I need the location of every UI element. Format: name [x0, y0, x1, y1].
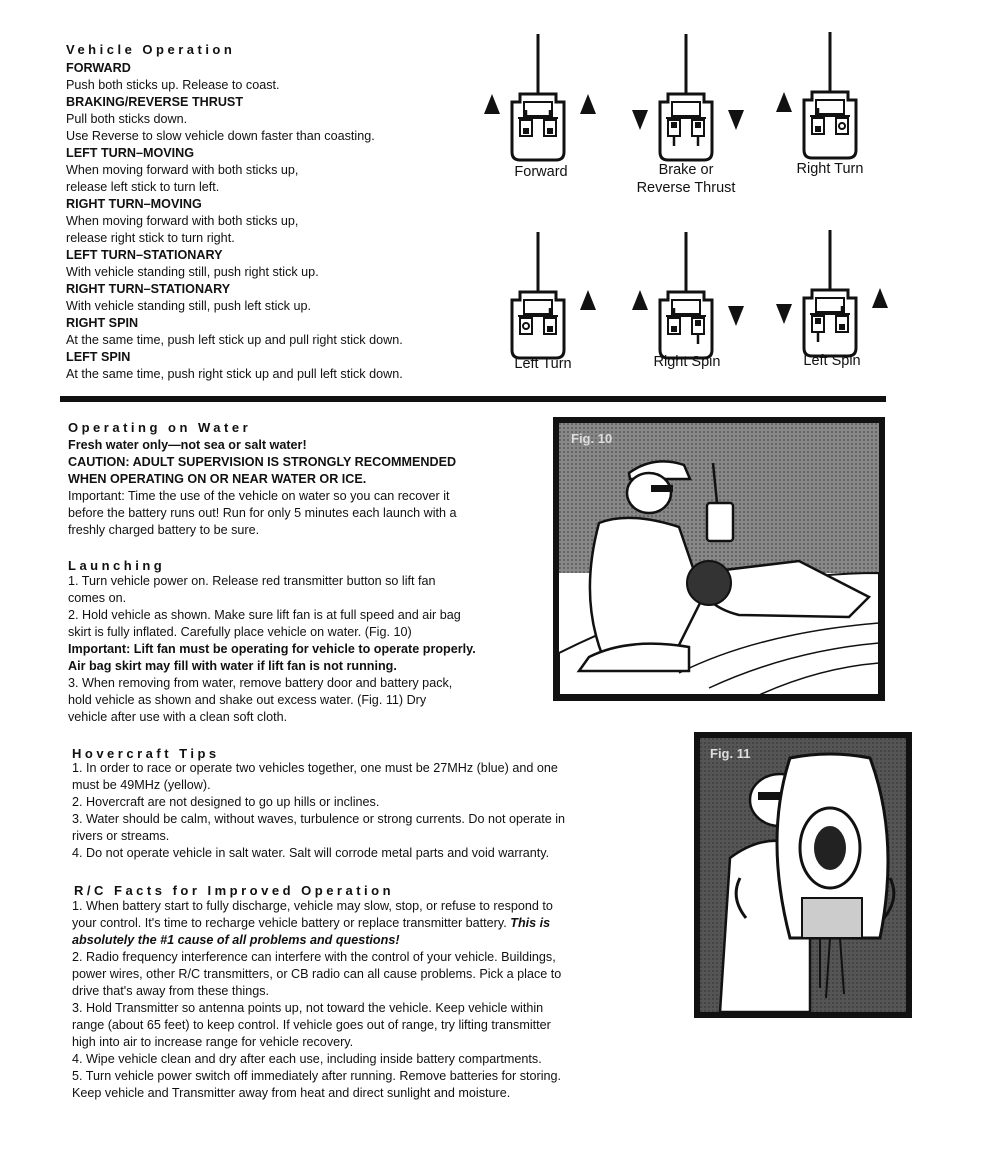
text-line: range (about 65 feet) to keep control. If vehicle goes out of range, try lifting transmitter	[72, 1018, 551, 1032]
text-line: your control. It's time to recharge vehicle battery or replace transmitter battery. This is	[72, 916, 551, 930]
text-line: RIGHT TURN–STATIONARY	[66, 282, 231, 296]
vehicle-operation-heading: Vehicle Operation	[66, 42, 236, 57]
figure-10-label: Fig. 10	[571, 431, 613, 446]
rc-facts-text	[72, 898, 561, 1102]
diagram-right-spin	[660, 232, 712, 358]
text-line: Air bag skirt may fill with water if lift fan is not running.	[68, 659, 397, 673]
text-line: 1. In order to race or operate two vehicles together, one must be 27MHz (blue) and one	[72, 761, 558, 775]
arrow-up-icon	[776, 92, 792, 112]
arrow-down-icon	[728, 110, 744, 130]
figure-11-label: Fig. 11	[710, 746, 751, 761]
text-line: Fresh water only—not sea or salt water!	[68, 438, 307, 452]
caption-right-spin: Right Spin	[653, 354, 721, 370]
text-line: Important: Time the use of the vehicle on water so you can recover it	[68, 489, 450, 503]
arrow-down-icon	[632, 110, 648, 130]
arrow-up-icon	[484, 94, 500, 114]
text-line: 3. When removing from water, remove battery door and battery pack,	[68, 676, 453, 690]
text-line: LEFT TURN–MOVING	[66, 146, 195, 160]
text-line: LEFT TURN–STATIONARY	[66, 248, 223, 262]
text-line: At the same time, push right stick up and pull left stick down.	[66, 367, 403, 381]
text-line: With vehicle standing still, push right stick up.	[66, 265, 319, 279]
diagram-forward	[512, 34, 564, 160]
rc-facts-heading: R/C Facts for Improved Operation	[74, 883, 395, 898]
text-line: high into air to increase range for vehicle recovery.	[72, 1035, 354, 1049]
text-line: Keep vehicle and Transmitter away from heat and direct sunlight and moisture.	[72, 1086, 511, 1100]
text-line: release left stick to turn left.	[66, 180, 220, 194]
operating-on-water-heading: Operating on Water	[68, 420, 252, 435]
caption-brake-line2: Reverse Thrust	[636, 180, 736, 196]
text-line: freshly charged battery to be sure.	[68, 523, 260, 537]
caption-left-turn: Left Turn	[514, 356, 572, 372]
text-line: When moving forward with both sticks up,	[66, 163, 299, 177]
hovercraft-tips-heading: Hovercraft Tips	[72, 746, 220, 761]
text-line: FORWARD	[66, 61, 131, 75]
text-line: 3. Water should be calm, without waves, turbulence or strong currents. Do not operate in	[72, 812, 566, 826]
diagram-right-turn	[804, 32, 856, 158]
text-line: vehicle after use with a clean soft cloth.	[68, 710, 288, 724]
text-line: Use Reverse to slow vehicle down faster than coasting.	[66, 129, 375, 143]
text-line: release right stick to turn right.	[66, 231, 235, 245]
hovercraft-tips-text	[72, 760, 565, 862]
arrow-up-icon	[632, 290, 648, 310]
text-line: 1. When battery start to fully discharge, vehicle may slow, stop, or refuse to respond to	[72, 899, 553, 913]
caption-left-spin: Left Spin	[803, 353, 861, 369]
text-line: WHEN OPERATING ON OR NEAR WATER OR ICE.	[68, 472, 367, 486]
text-line: 1. Turn vehicle power on. Release red transmitter button so lift fan	[68, 574, 436, 588]
figure-11-photo	[694, 732, 912, 1018]
text-line: power wires, other R/C transmitters, or CB radio can all cause problems. Pick a place to	[72, 967, 562, 981]
text-line: hold vehicle as shown and shake out excess water. (Fig. 11) Dry	[68, 693, 427, 707]
arrow-up-icon	[580, 94, 596, 114]
transmitter-diagrams	[470, 20, 910, 390]
operating-on-water-text	[68, 437, 457, 539]
text-line: At the same time, push left stick up and pull right stick down.	[66, 333, 403, 347]
text-line: 5. Turn vehicle power switch off immediately after running. Remove batteries for storing.	[72, 1069, 562, 1083]
text-line: BRAKING/REVERSE THRUST	[66, 95, 244, 109]
text-line: before the battery runs out! Run for only 5 minutes each launch with a	[68, 506, 457, 520]
text-line: absolutely the #1 cause of all problems and questions!	[72, 933, 400, 947]
diagram-left-spin	[804, 230, 856, 356]
arrow-up-icon	[872, 288, 888, 308]
text-line: must be 49MHz (yellow).	[72, 778, 211, 792]
text-line: 4. Wipe vehicle clean and dry after each use, including inside battery compartments.	[72, 1052, 542, 1066]
text-line: comes on.	[68, 591, 127, 605]
text-line: 2. Hold vehicle as shown. Make sure lift fan is at full speed and air bag	[68, 608, 461, 622]
vehicle-operation-text	[66, 60, 403, 383]
text-line: When moving forward with both sticks up,	[66, 214, 299, 228]
text-line: Important: Lift fan must be operating for vehicle to operate properly.	[68, 642, 476, 656]
text-line: skirt is fully inflated. Carefully place vehicle on water. (Fig. 10)	[68, 625, 412, 639]
text-line: RIGHT TURN–MOVING	[66, 197, 202, 211]
text-line: CAUTION: ADULT SUPERVISION IS STRONGLY RECOMMENDED	[68, 455, 457, 469]
text-line: drive that's away from these things.	[72, 984, 269, 998]
arrow-up-icon	[580, 290, 596, 310]
figure-10-photo	[553, 417, 885, 701]
caption-brake-line1: Brake or	[658, 162, 714, 178]
text-line: rivers or streams.	[72, 829, 170, 843]
launching-text	[68, 573, 476, 726]
text-line: Pull both sticks down.	[66, 112, 188, 126]
arrow-down-icon	[776, 304, 792, 324]
text-line: Push both sticks up. Release to coast.	[66, 78, 280, 92]
text-line: With vehicle standing still, push left stick up.	[66, 299, 311, 313]
text-line: RIGHT SPIN	[66, 316, 139, 330]
launching-heading: Launching	[68, 558, 166, 573]
diagram-left-turn	[512, 232, 564, 358]
text-line: 3. Hold Transmitter so antenna points up, not toward the vehicle. Keep vehicle within	[72, 1001, 544, 1015]
section-divider	[60, 396, 886, 402]
text-line: 2. Hovercraft are not designed to go up hills or inclines.	[72, 795, 380, 809]
caption-right-turn: Right Turn	[796, 161, 864, 177]
text-line: 2. Radio frequency interference can interfere with the control of your vehicle. Buildings,	[72, 950, 556, 964]
text-line: 4. Do not operate vehicle in salt water. Salt will corrode metal parts and void warranty.	[72, 846, 550, 860]
arrow-down-icon	[728, 306, 744, 326]
diagram-brake	[660, 34, 712, 160]
caption-forward: Forward	[514, 164, 568, 180]
text-line: LEFT SPIN	[66, 350, 131, 364]
